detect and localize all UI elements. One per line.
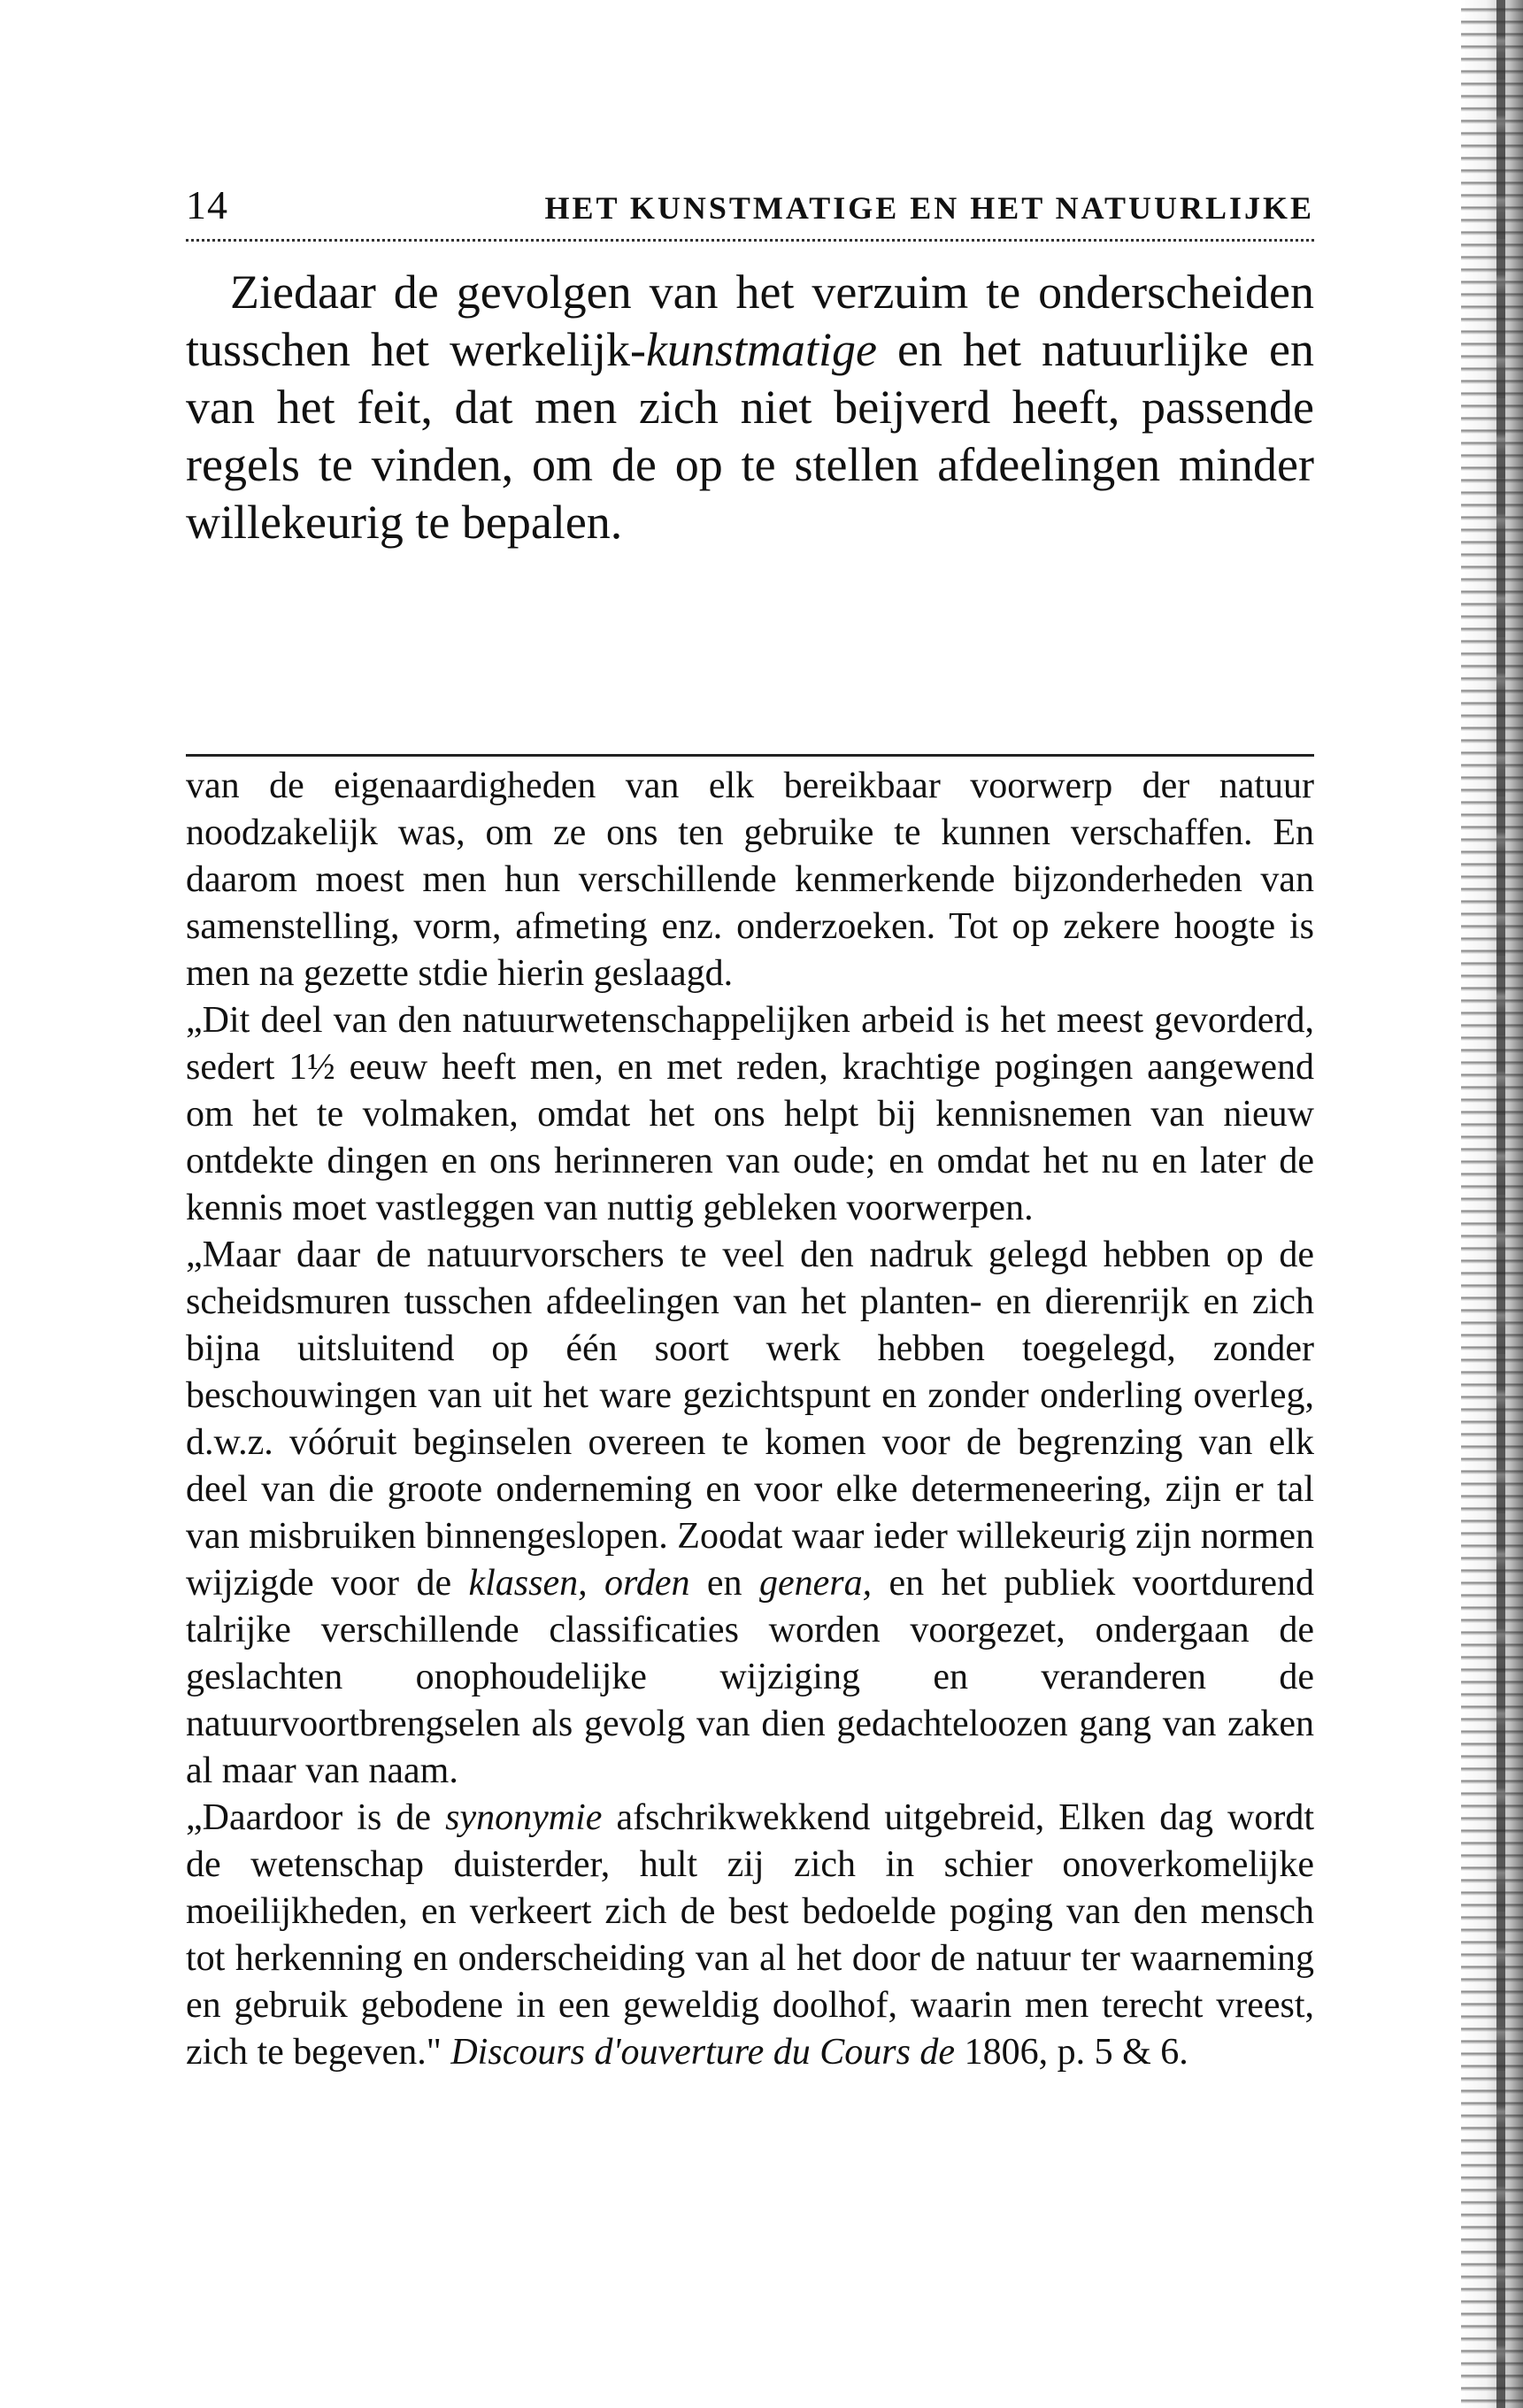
footnote-italic-klassen-orden: klassen, orden [468,1563,690,1604]
footnote-paragraph-3 [186,1232,1314,1795]
footnote-block [186,763,1314,2076]
footnote-paragraph-2: „Dit deel van den natuurwetenschappelijken arbeid is het meest gevorderd, sedert 1½ eeuw heeft men, en met reden, krachtige pogingen aangewend om het te volmaken, omdat het ons helpt bij kennisnemen van nieuw ontdekte dingen en ons herinneren van oude; en omdat het nu en later de kennis moet vastleggen van nuttig gebleken voorwerpen. [186,1000,1314,1228]
footnote-paragraph-4 [186,1795,1314,2076]
body-italic-kunstmatige: kunstmatige [645,323,877,376]
footnote-p3-text-b: en het publiek voortdurend talrijke verschillende classificaties worden voorgezet, ondergaan de geslachten onophoudelijke wijziging en veranderen de natuurvoortbrengselen als gevolg van dien gedachteloozen gang van zaken al maar van naam. [186,1563,1315,1791]
page-number: 14 [186,182,228,227]
footnote-p3-en: en [689,1563,759,1604]
footnote-p3-text-a: „Maar daar de natuurvorschers te veel den nadruk gelegd hebben op de scheidsmuren tusschen afdeelingen van het planten- en dierenrijk en zich bijna uitsluitend op één soort werk hebben toegelegd, zonder beschouwingen van uit het ware gezichtspunt en zonder onderling overleg, d.w.z. vóóruit beginselen overeen te komen voor de begrenzing van elk deel van die groote onderneming en voor elke determeneering, zijn er tal van misbruiken binnengeslopen. Zoodat waar ieder willekeurig zijn normen wijzigde voor de [186,1235,1314,1604]
header-dotted-rule [186,239,1314,242]
page-header [186,181,1314,226]
footnote-citation-title: Discours d'ouverture du Cours de [450,2032,956,2073]
body-text-2: en het natuurlijke en van het feit, dat men zich niet beijverd heeft, passende regels te vinden, om de op te stellen afdeelingen minder willekeurig te bepalen. [186,323,1314,549]
running-head: HET KUNSTMATIGE EN HET NATUURLIJKE [544,190,1314,226]
body-text-1: Ziedaar de gevolgen van het verzuim te onderscheiden tusschen het werkelijk- [186,265,1314,376]
footnote-paragraph-1: van de eigenaardigheden van elk bereikbaar voorwerp der natuur noodzakelijk was, om ze ons ten gebruike te kunnen verschaffen. En daarom moest men hun verschillende kenmerkende bijzonderheden van samenstelling, vorm, afmeting enz. onderzoeken. Tot op zekere hoogte is men na gezette stdie hierin geslaagd. [186,765,1314,994]
footnote-p4-text-a: „Daardoor is de [186,1797,446,1838]
body-paragraph [186,264,1314,551]
footnote-rule [186,754,1314,757]
footnote-italic-synonymie: synonymie [445,1797,603,1838]
footnote-p4-text-b: afschrikwekkend uitgebreid, Elken dag wordt de wetenschap duisterder, hult zij zich in schier onoverkomelijke moeilijkheden, en verkeert zich de best bedoelde poging van den mensch tot herkenning en onderscheiding van al het door de natuur ter waarneming en gebruik gebodene in een geweldig doolhof, waarin men terecht vreest, zich te begeven." [186,1797,1314,2073]
scan-binding-edge [1461,0,1523,2408]
footnote-citation-rest: 1806, p. 5 & 6. [955,2032,1188,2073]
binding-shadow [1496,0,1505,2408]
footnote-italic-genera: genera, [758,1563,873,1604]
